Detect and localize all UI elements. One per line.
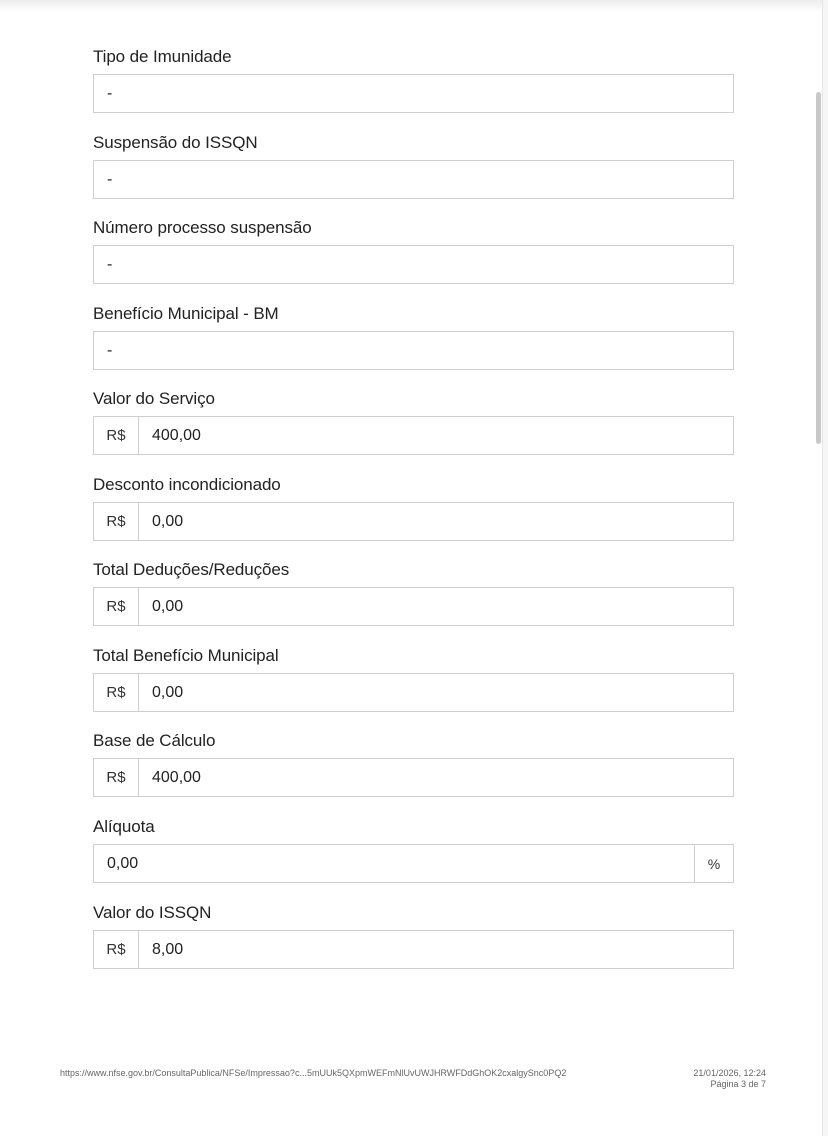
print-footer-page-number: Página 3 de 7 xyxy=(710,1079,766,1089)
field-label-base-calculo: Base de Cálculo xyxy=(93,731,216,750)
field-aliquota xyxy=(93,844,734,883)
print-footer-url: https://www.nfse.gov.br/ConsultaPublica/NFSe/Impressao?c...5mUUk5QXpmWEFmNlUvUWJHRWFDdGhOK2cxalgySnc0PQ2 xyxy=(60,1068,567,1078)
field-valor-servico xyxy=(93,416,734,455)
field-value: - xyxy=(107,84,113,102)
field-value: 400,00 xyxy=(152,426,201,444)
field-value: 400,00 xyxy=(152,768,201,786)
field-value: 0,00 xyxy=(152,512,184,530)
field-label-total-beneficio: Total Benefício Municipal xyxy=(93,646,279,665)
field-value: 0,00 xyxy=(152,683,184,701)
field-label-valor-issqn: Valor do ISSQN xyxy=(93,903,212,922)
field-total-deducoes xyxy=(93,587,734,626)
viewer-scroll-track[interactable] xyxy=(822,0,828,1136)
currency-prefix: R$ xyxy=(94,417,139,454)
currency-prefix: R$ xyxy=(94,759,139,796)
field-base-calculo xyxy=(93,758,734,797)
currency-prefix: R$ xyxy=(94,588,139,625)
field-label-beneficio-municipal: Benefício Municipal - BM xyxy=(93,304,279,323)
field-beneficio-municipal xyxy=(93,331,734,370)
field-numero-processo xyxy=(93,245,734,284)
field-label-valor-servico: Valor do Serviço xyxy=(93,389,215,408)
print-footer-meta xyxy=(680,1068,766,1090)
print-footer-datetime: 21/01/2026, 12:24 xyxy=(693,1068,766,1078)
currency-prefix: R$ xyxy=(94,674,139,711)
currency-prefix: R$ xyxy=(94,503,139,540)
viewer-scrollbar-thumb[interactable] xyxy=(816,92,821,444)
field-value: 0,00 xyxy=(152,597,184,615)
field-label-suspensao-issqn: Suspensão do ISSQN xyxy=(93,133,258,152)
field-valor-issqn xyxy=(93,930,734,969)
field-desconto xyxy=(93,502,734,541)
field-label-aliquota: Alíquota xyxy=(93,817,155,836)
field-value: 8,00 xyxy=(152,940,184,958)
field-label-total-deducoes: Total Deduções/Reduções xyxy=(93,560,290,579)
page-top-edge xyxy=(0,0,822,12)
field-label-tipo-imunidade: Tipo de Imunidade xyxy=(93,47,232,66)
field-tipo-imunidade xyxy=(93,74,734,113)
field-suspensao-issqn xyxy=(93,160,734,199)
field-value: 0,00 xyxy=(107,854,139,872)
field-value: - xyxy=(107,170,113,188)
field-label-desconto: Desconto incondicionado xyxy=(93,475,281,494)
field-value: - xyxy=(107,255,113,273)
percent-suffix: % xyxy=(694,845,733,882)
field-label-numero-processo: Número processo suspensão xyxy=(93,218,312,237)
currency-prefix: R$ xyxy=(94,931,139,968)
field-total-beneficio xyxy=(93,673,734,712)
field-value: - xyxy=(107,341,113,359)
